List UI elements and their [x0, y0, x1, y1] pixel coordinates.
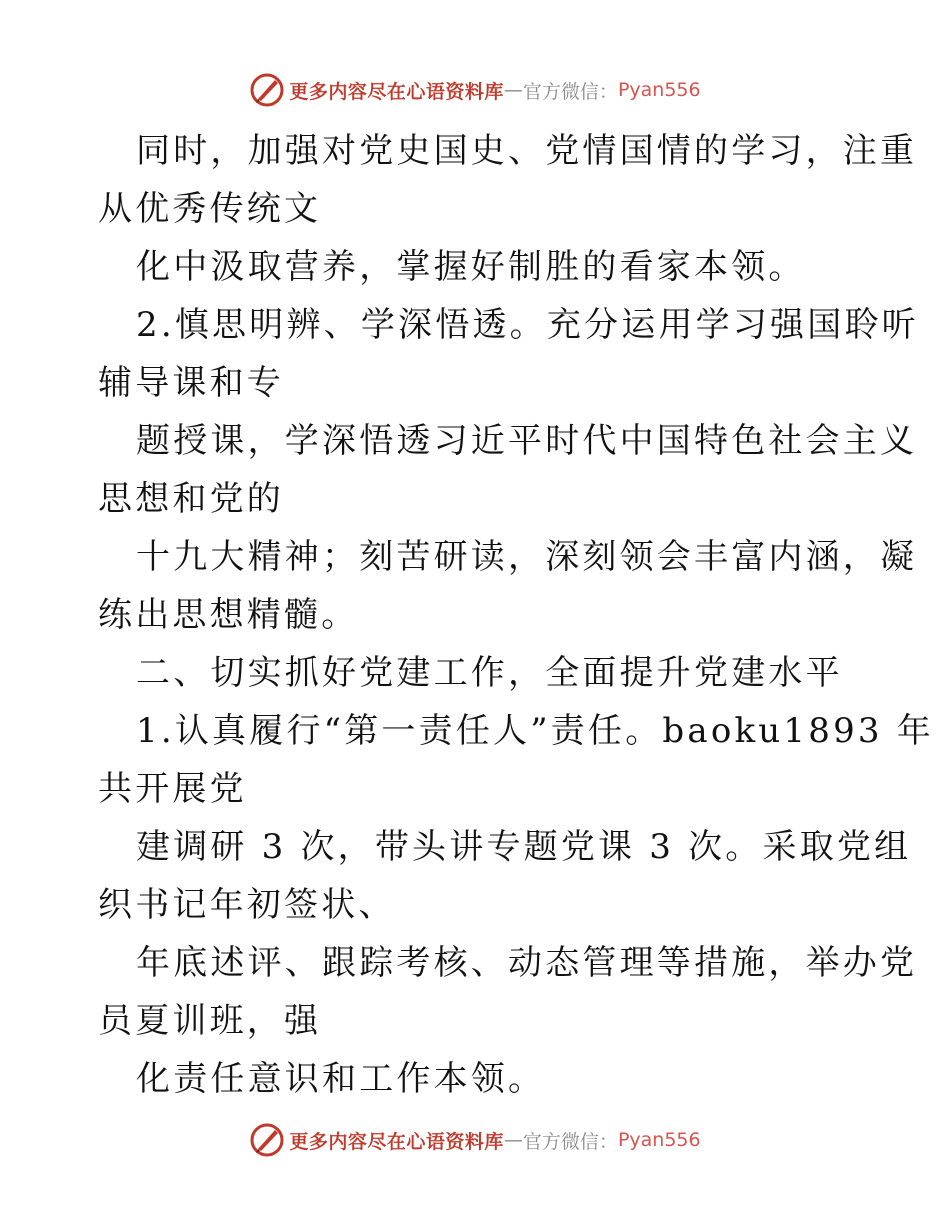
- watermark-site-text: 更多内容尽在心语资料库: [289, 1130, 504, 1153]
- text-line: 化中汲取营养，掌握好制胜的看家本领。: [136, 247, 806, 287]
- watermark-site-text: 更多内容尽在心语资料库: [289, 80, 504, 103]
- text-line: 题授课，学深悟透习近平时代中国特色社会主义: [136, 421, 918, 461]
- text-line: 同时，加强对党史国史、党情国情的学习，注重: [136, 131, 918, 171]
- watermark-separator: —: [503, 79, 523, 101]
- text-line: 2.慎思明辨、学深悟透。充分运用学习强国聆听: [136, 305, 919, 345]
- watermark-separator: —: [503, 1129, 523, 1151]
- text-line: 年底述评、跟踪考核、动态管理等措施，举办党: [136, 943, 918, 983]
- text-line: 辅导课和专: [98, 363, 284, 403]
- text-line: 织书记年初签状、: [98, 885, 396, 925]
- watermark-wechat-id: Pyan556: [617, 1129, 701, 1151]
- text-line: 练出思想精髓。: [98, 595, 359, 635]
- footer-watermark: [0, 1120, 950, 1160]
- watermark-wechat-label: 官方微信：: [522, 80, 618, 103]
- text-line: 十九大精神；刻苦研读，深刻领会丰富内涵，凝: [136, 537, 918, 577]
- header-watermark: [0, 70, 950, 110]
- text-line: 思想和党的: [98, 479, 284, 519]
- text-line: 从优秀传统文: [98, 189, 322, 229]
- text-line: 化责任意识和工作本领。: [136, 1059, 546, 1099]
- quill-pen-icon: [249, 1122, 285, 1158]
- text-line: 共开展党: [98, 769, 247, 809]
- text-line: 员夏训班，强: [98, 1001, 322, 1041]
- watermark-wechat-label: 官方微信：: [522, 1130, 618, 1153]
- document-body: [98, 122, 934, 1108]
- quill-pen-icon: [249, 72, 285, 108]
- text-line: 二、切实抓好党建工作，全面提升党建水平: [136, 653, 843, 693]
- watermark-wechat-id: Pyan556: [617, 79, 701, 101]
- text-line: 1.认真履行“第一责任人”责任。baoku1893 年: [136, 711, 934, 751]
- text-line: 建调研 3 次，带头讲专题党课 3 次。采取党组: [136, 827, 912, 867]
